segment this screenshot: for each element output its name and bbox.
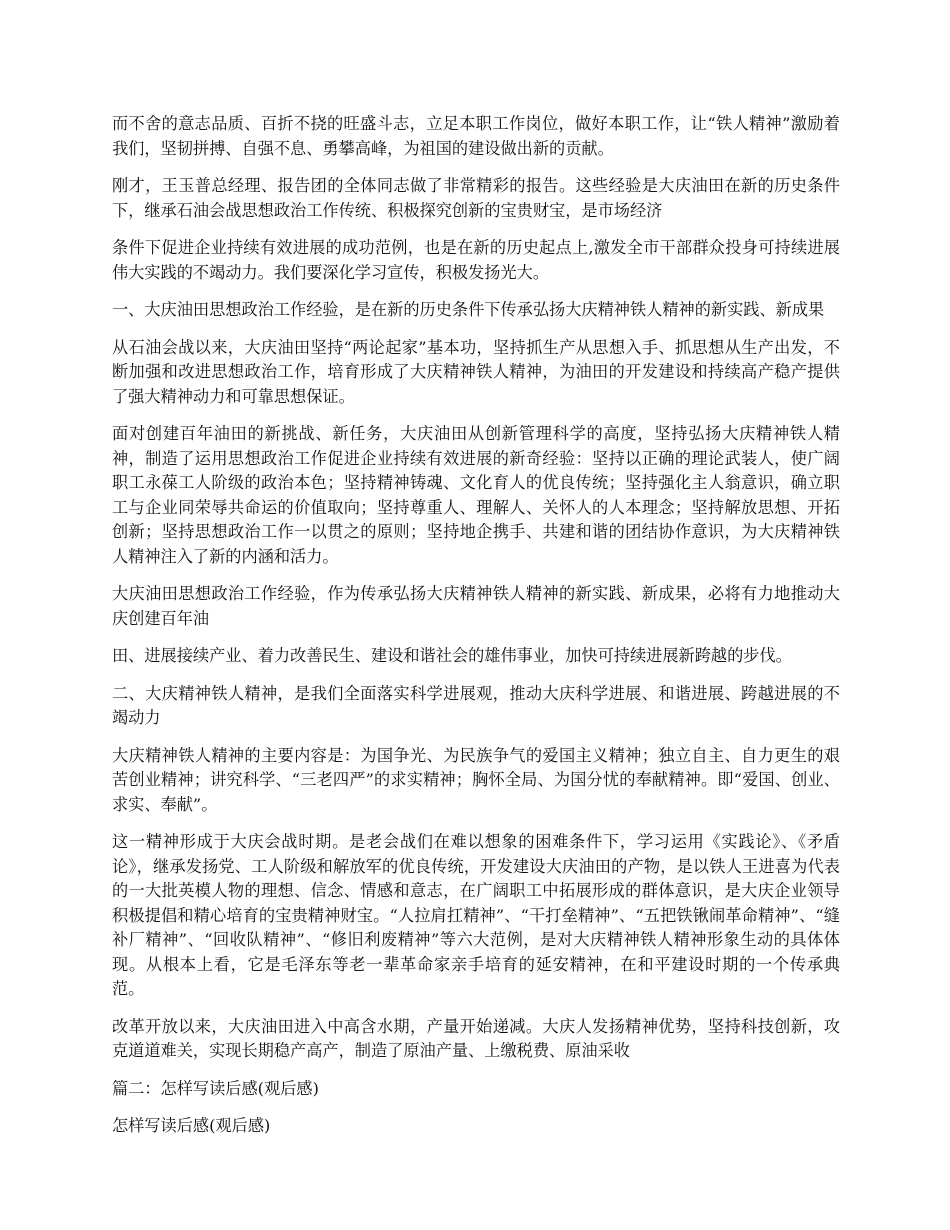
- paragraph-9: 这一精神形成于大庆会战时期。是老会战们在难以想象的困难条件下，学习运用《实践论》、《矛盾论》，继承发扬党、工人阶级和解放军的优良传统，开发建设大庆油田的产物，是以铁人王进喜为代表的一大批英模人物的理想、信念、情感和意志，在广阔职工中拓展形成的群体意识，是大庆企业领导积极提倡和精心培育的宝贵精神财宝。“人拉肩扛精神”、“干打垒精神”、“五把铁锹闹革命精神”、“缝补厂精神”、“回收队精神”、“修旧利废精神”等六大范例，是对大庆精神铁人精神形象生动的具体体现。从根本上看，它是毛泽东等老一辈革命家亲手培育的延安精神，在和平建设时期的一个传承典范。: [112, 832, 840, 998]
- paragraph-10: 改革开放以来，大庆油田进入中高含水期，产量开始递减。大庆人发扬精神优势，坚持科技创新，攻克道道难关，实现长期稳产高产，制造了原油产量、上缴税费、原油采收: [112, 1016, 840, 1060]
- paragraph-1: 而不舍的意志品质、百折不挠的旺盛斗志，立足本职工作岗位，做好本职工作，让“铁人精神”激励着我们，坚韧拼搏、自强不息、勇攀高峰，为祖国的建设做出新的贡献。: [112, 114, 840, 158]
- paragraph-8: 大庆精神铁人精神的主要内容是：为国争光、为民族争气的爱国主义精神；独立自主、自力更生的艰苦创业精神；讲究科学、“三老四严”的求实精神；胸怀全局、为国分忧的奉献精神。即“爱国、创业、求实、奉献”。: [112, 745, 840, 814]
- document-page: [112, 112, 840, 1152]
- paragraph-2: 刚才，王玉普总经理、报告团的全体同志做了非常精彩的报告。这些经验是大庆油田在新的历史条件下，继承石油会战思想政治工作传统、积极探究创新的宝贵财宝，是市场经济: [112, 176, 840, 220]
- chapter-subtitle: 怎样写读后感(观后感): [112, 1116, 271, 1135]
- paragraph-7: 田、进展接续产业、着力改善民生、建设和谐社会的雄伟事业，加快可持续进展新跨越的步伐。: [112, 646, 792, 665]
- chapter-title: 篇二：怎样写读后感(观后感): [112, 1078, 319, 1098]
- paragraph-6: 大庆油田思想政治工作经验，作为传承弘扬大庆精神铁人精神的新实践、新成果，必将有力地推动大庆创建百年油: [112, 584, 840, 628]
- paragraph-4: 从石油会战以来，大庆油田坚持“两论起家”基本功，坚持抓生产从思想入手、抓思想从生产出发，不断加强和改进思想政治工作，培育形成了大庆精神铁人精神，为油田的开发建设和持续高产稳产提供了强大精神动力和可靠思想保证。: [112, 337, 840, 406]
- section-heading-2: 二、大庆精神铁人精神，是我们全面落实科学进展观，推动大庆科学进展、和谐进展、跨越进展的不竭动力: [112, 683, 840, 727]
- paragraph-3: 条件下促进企业持续有效进展的成功范例，也是在新的历史起点上,激发全市干部群众投身可持续进展伟大实践的不竭动力。我们要深化学习宣传，积极发扬光大。: [112, 238, 840, 282]
- section-heading-1: 一、大庆油田思想政治工作经验，是在新的历史条件下传承弘扬大庆精神铁人精神的新实践、新成果: [112, 300, 825, 319]
- paragraph-5: 面对创建百年油田的新挑战、新任务，大庆油田从创新管理科学的高度，坚持弘扬大庆精神铁人精神，制造了运用思想政治工作促进企业持续有效进展的新奇经验：坚持以正确的理论武装人，使广阔职工永葆工人阶级的政治本色；坚持精神铸魂、文化育人的优良传统；坚持强化主人翁意识，确立职工与企业同荣辱共命运的价值取向；坚持尊重人、理解人、关怀人的人本理念；坚持解放思想、开拓创新；坚持思想政治工作一以贯之的原则；坚持地企携手、共建和谐的团结协作意识，为大庆精神铁人精神注入了新的内涵和活力。: [112, 424, 840, 566]
